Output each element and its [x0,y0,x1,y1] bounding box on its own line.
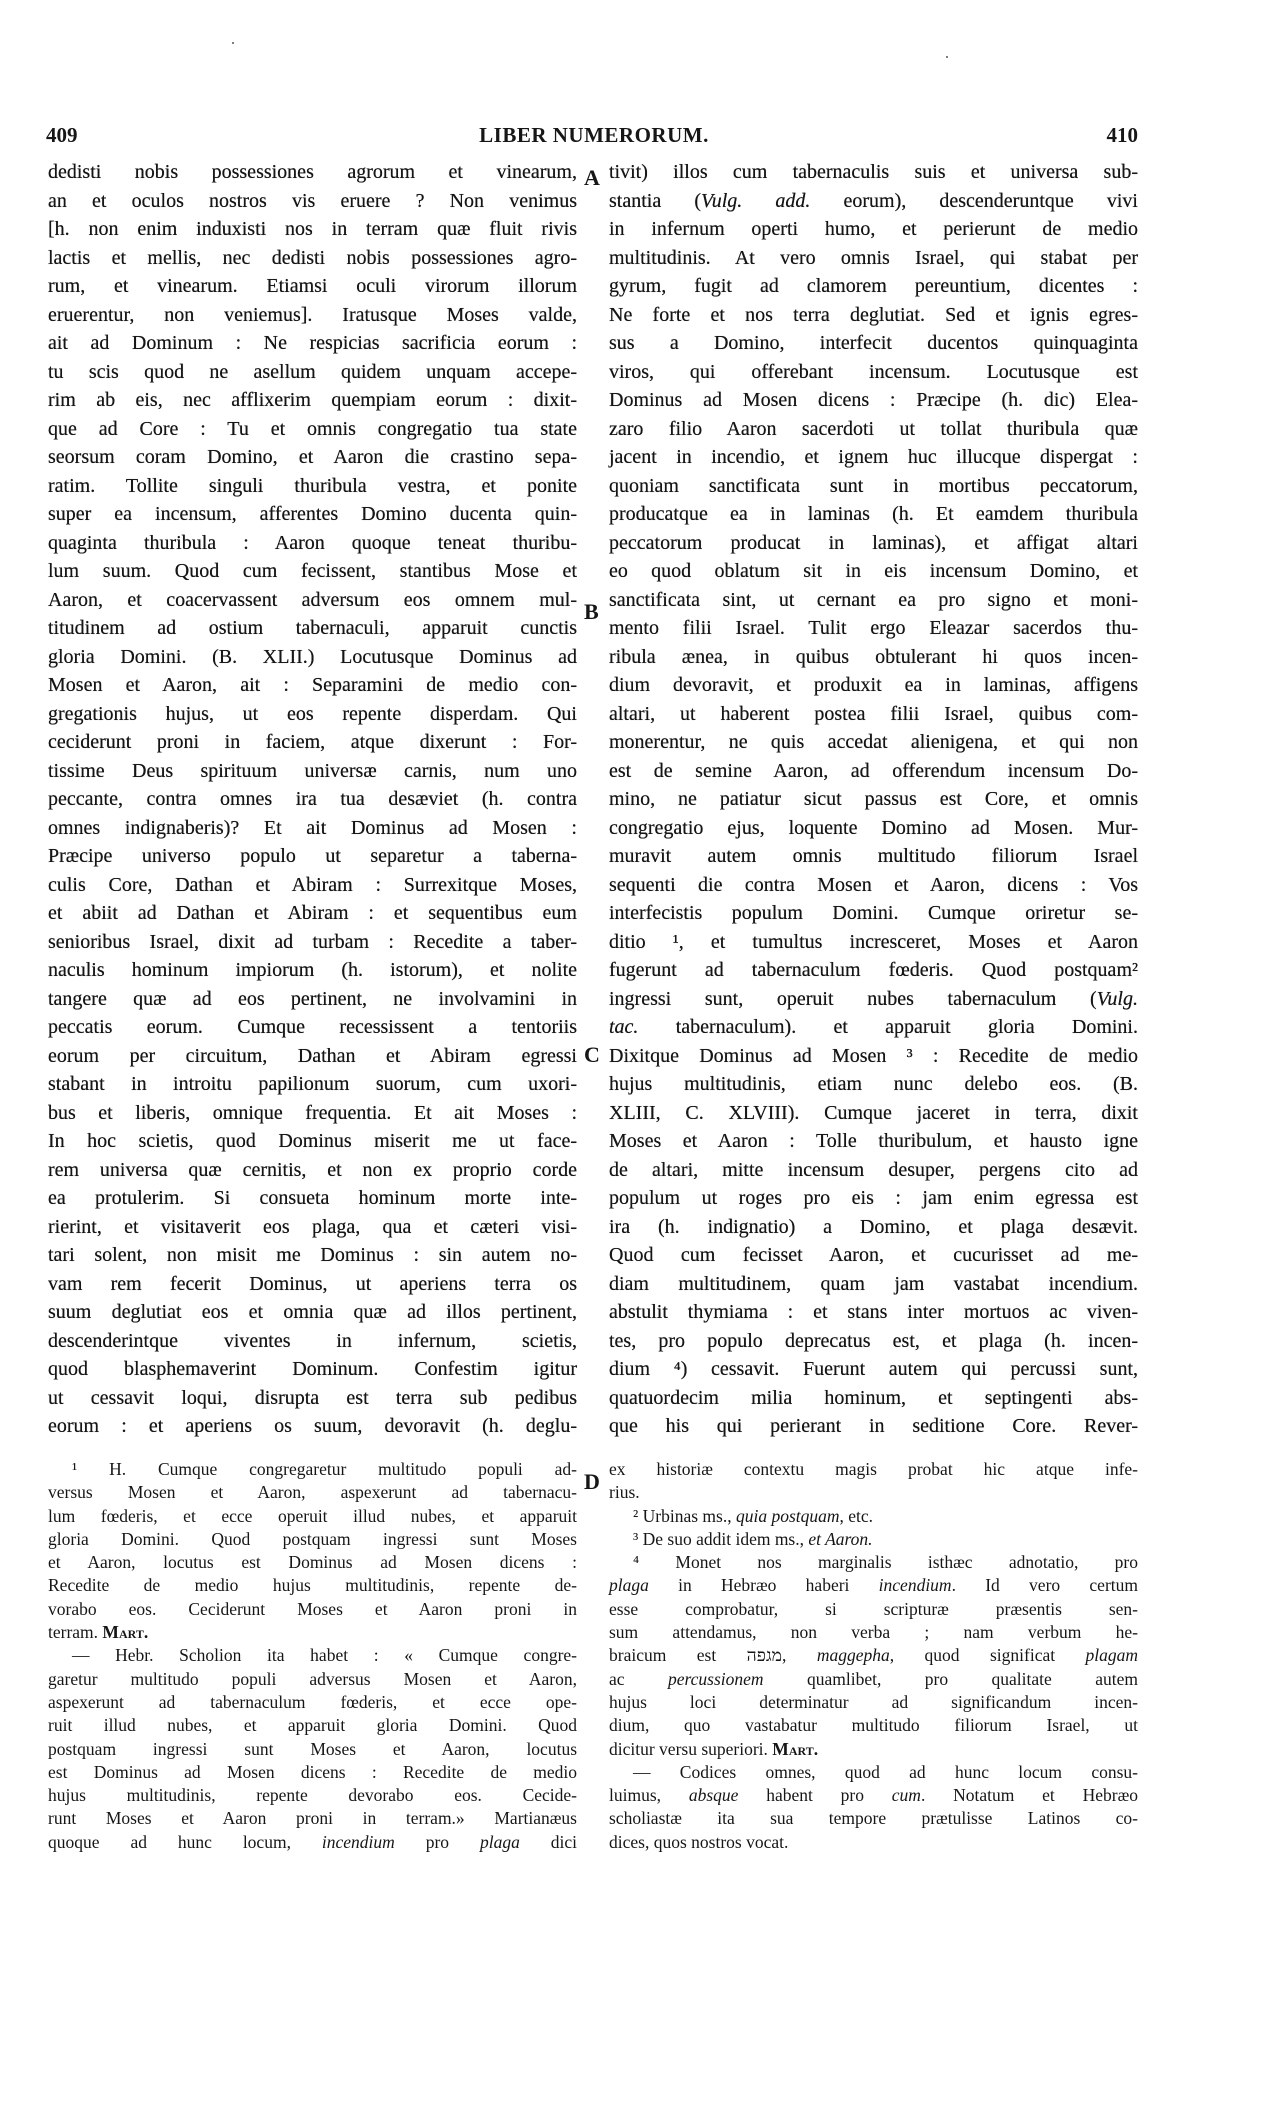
text-line [48,1621,577,1644]
text-line: Aaron, et coacervassent adversum eos omnem mul- [48,588,577,611]
text-line: sum attendamus, non verba ; nam verbum he- [609,1622,1138,1643]
text-line: rem universa quæ cernitis, et non ex proprio corde [48,1158,577,1181]
text-line: lactis et mellis, nec dedisti nobis possessiones agro- [48,246,577,269]
text-line: ¹ H. Cumque congregaretur multitudo populi ad- [72,1459,577,1479]
text-line: aspexerunt ad tabernaculum fœderis, et ecce ope- [48,1691,577,1712]
text-line: tes, pro populo deprecatus est, et plaga (h. incen- [609,1329,1138,1352]
text-line: scholiastæ ita sua tempore prætulisse Latinos co- [609,1808,1138,1829]
text-line: que ad Core : Tu et omnis congregatio tua state [48,417,577,440]
text-segment: terram. [48,1622,103,1643]
text-line: seorsum coram Domino, et Aaron die crastino sepa- [48,446,577,468]
italic-text: incendium [878,1575,952,1596]
text-line: rius. [609,1482,640,1503]
text-line: ditio ¹, et tumultus incresceret, Moses et Aaron [609,930,1138,953]
text-line: congregatio ejus, loquente Domino ad Mosen. Mur- [609,816,1138,839]
text-line [609,1644,1138,1667]
text-line: Præcipe universo populo ut separetur a taberna- [48,845,577,867]
text-line: que his qui perierant in seditione Core. Rever- [609,1415,1138,1437]
text-line [609,1668,1138,1691]
text-line: gloria Domini. Quod postquam ingressi sunt Moses [48,1528,577,1549]
text-line: peccatis eorum. Cumque recessissent a tentoriis [48,1016,577,1038]
footnotes-left-column [48,1458,577,1854]
text-line: [h. non enim induxisti nos in terram quæ fluit rivis [48,218,577,240]
text-segment: eorum), descenderuntque vivi [810,189,1138,212]
text-line: muravit autem omnis multitudo filiorum Israel [609,845,1138,867]
text-line: descenderintque viventes in infernum, scietis, [48,1329,577,1352]
text-line: ⁴ Monet nos marginalis isthæc adnotatio, pro [633,1552,1138,1573]
text-line: quaginta thuribula : Aaron quoque teneat thuribu- [48,531,577,554]
text-line: garetur multitudo populi adversus Mosen et Aaron, [48,1668,577,1689]
text-line: et abiit ad Dathan et Abiram : et sequentibus eum [48,902,577,924]
italic-text: percussionem [667,1668,764,1689]
text-line: ea protulerim. Si consueta hominum morte inte- [48,1187,577,1209]
text-line [609,1574,1138,1597]
text-line: producatque ea in laminas (h. Et eamdem thuribula [609,503,1138,525]
text-line: Recedite de medio hujus multitudinis, repente de- [48,1575,577,1596]
text-segment: stantia ( [609,189,701,212]
margin-letter-a: A [584,165,600,190]
margin-letter-c: C [584,1042,600,1067]
text-segment: ac [609,1668,668,1689]
text-line: peccatorum producat in laminas), et affigat altari [609,531,1138,554]
text-line: tangere quæ ad eos pertinent, ne involvamini in [48,987,577,1010]
text-line: sequenti die contra Mosen et Aaron, dicens : Vos [609,873,1138,896]
text-line: jacent in incendio, et ignem huc illucque dispergat : [609,446,1138,468]
author-abbreviation: Mart. [772,1738,819,1759]
text-line: abstulit thymiama : et stans inter mortuos ac viven- [609,1301,1138,1323]
text-segment: pro [394,1831,480,1852]
text-line: et Aaron, locutus est Dominus ad Mosen dicens : [48,1552,577,1573]
text-segment: dicitur versu superiori. [609,1738,773,1759]
page-number-left: 409 [46,123,78,147]
italic-text: cum [891,1785,921,1806]
text-line: populum ut roges pro eis : jam enim egressa est [609,1187,1138,1209]
text-line [609,1784,1138,1807]
text-line: — Codices omnes, quod ad hunc locum consu- [633,1761,1138,1782]
text-line: runt Moses et Aaron proni in terram.» Martianæus [48,1808,577,1829]
text-line [609,1738,1138,1761]
text-line: eorum : et aperiens os suum, devoravit (h. deglu- [48,1415,577,1437]
text-line: interfecistis populum Domini. Cumque oriretur se- [609,902,1138,924]
text-line: mento filii Israel. Tulit ergo Eleazar sacerdos thu- [609,617,1138,639]
text-line [609,985,1138,1014]
text-line: Quod cum fecisset Aaron, et cucurisset ad me- [609,1244,1138,1266]
text-line: est de semine Aaron, ad offerendum incensum Do- [609,759,1138,782]
italic-text: plagam [1085,1645,1139,1666]
text-line [609,1505,1138,1528]
text-line: tari solent, non misit me Dominus : sin autem no- [48,1244,577,1266]
text-line: bus et liberis, omnique frequentia. Et ait Moses : [48,1101,577,1124]
text-line: In hoc scietis, quod Dominus miserit me ut face- [48,1130,577,1152]
text-line: ira (h. indignatio) a Domino, et plaga desævit. [609,1215,1138,1238]
text-line: ait ad Dominum : Ne respicias sacrificia eorum : [48,332,577,354]
text-line: eorum per circuitum, Dathan et Abiram egressi [48,1044,577,1067]
text-line: est Dominus ad Mosen dicens : Recedite de medio [48,1761,577,1782]
text-line: Dixitque Dominus ad Mosen ³ : Recedite de medio [609,1044,1138,1067]
text-line: versus Mosen et Aaron, aspexerunt ad tabernacu- [48,1482,577,1503]
text-line: multitudinis. At vero omnis Israel, qui stabat per [609,246,1138,269]
footnotes-right-column [609,1458,1138,1854]
margin-letter-b: B [584,599,599,624]
text-line: — Hebr. Scholion ita habet : « Cumque congre- [72,1645,577,1666]
page-number-right: 410 [1106,123,1138,147]
italic-text: incendium [321,1831,395,1852]
scan-speck [232,42,234,44]
text-segment: . Id vero certum [951,1575,1138,1596]
author-abbreviation: Mart. [102,1622,149,1643]
text-line: monerentur, ne quis accedat alienigena, et qui non [609,731,1138,753]
text-line: lum suum. Quod cum fecissent, stantibus Mose et [48,560,577,582]
text-line: gregationis hujus, ut eos repente disperdam. Qui [48,702,577,725]
text-line: rum, et vinearum. Etiamsi oculi virorum illorum [48,275,577,297]
text-segment: habent pro [738,1785,892,1806]
text-line: ut cessavit loqui, disrupta est terra sub pedibus [48,1386,577,1409]
text-line: suum deglutiat eos et omnia quæ ad illos pertinent, [48,1301,577,1323]
text-line: titudinem ad ostium tabernaculi, apparuit cunctis [48,617,577,639]
text-segment: . Notatum et Hebræo [920,1785,1138,1806]
text-line: dium ⁴) cessavit. Fuerunt autem qui percussi sunt, [609,1358,1138,1380]
text-segment: quoque ad hunc locum, [48,1831,322,1852]
text-line: esse comprobatur, si scripturæ præsentis sen- [609,1598,1138,1619]
text-line: altari, ut haberent postea filii Israel, quibus com- [609,702,1138,725]
text-line: rim ab eis, nec afflixerim quempiam eorum : dixit- [48,389,577,411]
text-line: dium, quo vastabatur multitudo filiorum Israel, ut [609,1715,1138,1736]
text-line: lum fœderis, et ecce operuit illud nubes, et apparuit [48,1505,577,1526]
text-line: XLIII, C. XLVIII). Cumque jaceret in terra, dixit [609,1101,1138,1124]
italic-text: plaga [609,1575,649,1596]
text-line: tu scis quod ne asellum quidem unquam accepe- [48,360,577,383]
text-line: in infernum operti humo, et perierunt de medio [609,218,1138,240]
italic-text: tac. [609,1016,639,1038]
text-segment: quamlibet, pro qualitate autem [763,1668,1138,1689]
text-line: ceciderunt proni in faciem, atque dixerunt : For- [48,731,577,753]
text-line: peccante, contra omnes ira tua desæviet (h. contra [48,788,577,810]
text-line: hujus multitudinis, repente devorabo eos. Cecide- [48,1785,577,1806]
text-line: omnes indignaberis)? Et ait Dominus ad Mosen : [48,816,577,839]
text-segment: ² Urbinas ms., [633,1505,736,1526]
text-line: dices, quos nostros vocat. [609,1831,789,1852]
text-line: dium devoravit, et produxit ea in laminas, affigens [609,674,1138,696]
text-line: super ea incensum, afferentes Domino ducenta quin- [48,503,577,525]
text-line [609,1528,1138,1551]
text-line: diam multitudinem, quam jam vastabat incendium. [609,1272,1138,1295]
text-segment: luimus, [609,1785,689,1806]
text-line: culis Core, Dathan et Abiram : Surrexitque Moses, [48,873,577,896]
text-segment: ³ De suo addit idem ms., [633,1528,809,1549]
text-segment: braicum est מגפה, [609,1645,817,1666]
text-line: eo quod oblatum sit in eis incensum Domino, et [609,560,1138,582]
text-line: vam rem fecerit Dominus, ut aperiens terra os [48,1272,577,1295]
italic-text: Vulg. [1096,987,1138,1010]
text-line: Dominus ad Mosen dicens : Præcipe (h. dic) Elea- [609,389,1138,411]
text-line: quod blasphemaverint Dominum. Confestim igitur [48,1358,577,1380]
text-line: naculis hominum impiorum (h. istorum), et nolite [48,959,577,981]
text-line: Mosen et Aaron, ait : Separamini de medio con- [48,674,577,696]
text-line: postquam ingressi sunt Moses et Aaron, locutus [48,1738,577,1759]
italic-text: plaga [479,1831,520,1852]
text-line [609,1013,1138,1042]
text-line: quatuordecim milia hominum, et septingenti abs- [609,1386,1138,1409]
text-line: ruit illud nubes, et apparuit gloria Domini. Quod [48,1715,577,1736]
scan-speck [946,56,948,58]
text-line: ex historiæ contextu magis probat hic atque infe- [609,1459,1138,1479]
text-line: Ne forte et nos terra deglutiat. Sed et ignis egres- [609,303,1138,326]
text-line [48,1831,577,1854]
text-segment: ingressi sunt, operuit nubes tabernaculum ( [609,987,1097,1010]
text-line: zaro filio Aaron sacerdoti ut tollat thuribula quæ [609,417,1138,440]
text-line: mino, ne patiatur sicut passus est Core, et omnis [609,788,1138,810]
text-line [609,187,1138,216]
text-line: eruerentur, non veniemus]. Iratusque Moses valde, [48,303,577,326]
text-line: Moses et Aaron : Tolle thuribulum, et hausto igne [609,1130,1138,1152]
text-line: dedisti nobis possessiones agrorum et vinearum, [48,161,577,183]
text-line: stabant in introitu papilionum suorum, cum uxori- [48,1073,577,1095]
text-segment: in Hebræo haberi [648,1575,879,1596]
running-title: LIBER NUMERORUM. [479,123,709,147]
italic-text: quia postquam [735,1505,840,1526]
text-line: ribula ænea, in quibus obtulerant hi quos incen- [609,645,1138,668]
text-line: rierint, et visitaverit eos plaga, qua et cæteri visi- [48,1215,577,1238]
italic-text: et Aaron. [808,1528,873,1549]
margin-letter-d: D [584,1469,600,1494]
main-text-right-column [609,158,1138,1441]
text-segment: , etc. [839,1505,874,1526]
italic-text: absque [688,1785,739,1806]
italic-text: Vulg. add. [700,189,811,212]
text-line: gyrum, fugit ad clamorem pereuntium, dicentes : [609,275,1138,297]
text-line: fugerunt ad tabernaculum fœderis. Quod postquam² [609,959,1138,981]
text-line: tivit) illos cum tabernaculis suis et universa sub- [609,161,1138,183]
text-line: senioribus Israel, dixit ad turbam : Recedite a taber- [48,930,577,953]
text-line: an et oculos nostros vis eruere ? Non venimus [48,189,577,212]
text-line: sanctificata sint, ut cernant ea pro signo et moni- [609,588,1138,611]
text-line: sus a Domino, interfecit ducentos quinquaginta [609,332,1138,354]
main-text-left-column [48,158,577,1441]
text-line: quoniam sanctificata sunt in mortibus peccatorum, [609,474,1138,497]
text-segment: dici [519,1831,578,1852]
text-segment: tabernaculum). et apparuit gloria Domini. [638,1016,1138,1038]
text-line: de altari, mitte incensum desuper, pergens cito ad [609,1158,1138,1181]
text-line: tissime Deus spirituum universæ carnis, num uno [48,759,577,782]
text-line: viros, qui offerebant incensum. Locutusque est [609,360,1138,383]
text-line: hujus loci determinatur ad significandum incen- [609,1691,1138,1712]
text-segment: , quod significat [889,1645,1086,1666]
italic-text: maggepha [816,1645,890,1666]
text-line: ratim. Tollite singuli thuribula vestra, et ponite [48,474,577,497]
text-line: vorabo eos. Ceciderunt Moses et Aaron proni in [48,1598,577,1619]
text-line: gloria Domini. (B. XLII.) Locutusque Dominus ad [48,645,577,668]
text-line: hujus multitudinis, etiam nunc delebo eos. (B. [609,1073,1138,1095]
